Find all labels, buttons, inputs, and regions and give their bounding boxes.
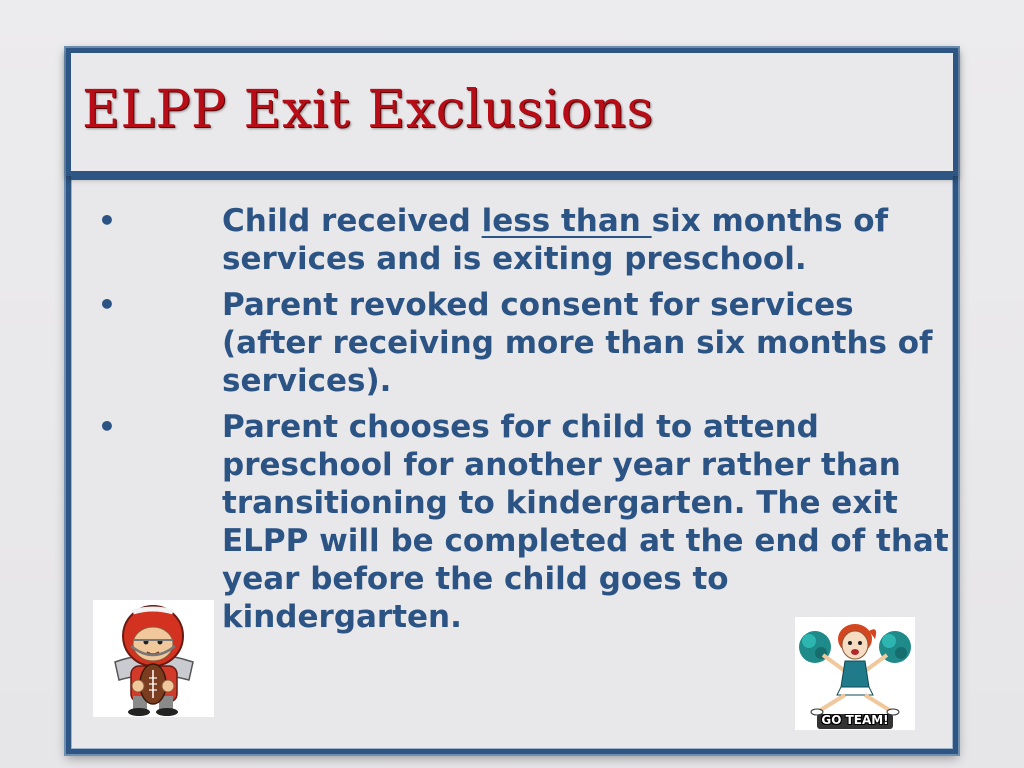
cheerleader-clipart-icon [795,617,915,730]
bullet-item-2 [92,286,952,400]
football-player-clipart-icon [93,600,214,717]
bullet-1-text-start: Child received [222,203,482,239]
bullet-1-text-end: six months of services and is exiting preschool. [222,203,889,277]
bullet-icon: • [98,288,116,321]
bullet-item-1 [92,202,952,278]
bullet-1-underlined-text: less than [481,203,652,239]
football-player-drawing [93,600,214,717]
slide-title: ELPP Exit Exclusions [82,80,654,140]
bullet-list [92,202,952,644]
bullet-2-text: Parent revoked consent for services (after receiving more than six months of services). [222,287,933,399]
bullet-3-text: Parent chooses for child to attend preschool for another year rather than transitioning to kindergarten. The exit ELPP will be completed at the end of that year before the child goes to kindergarten. [222,409,949,635]
bullet-icon: • [98,410,116,443]
bullet-icon: • [98,204,116,237]
go-team-caption: GO TEAM! [821,713,889,727]
bullet-item-3 [92,408,952,636]
